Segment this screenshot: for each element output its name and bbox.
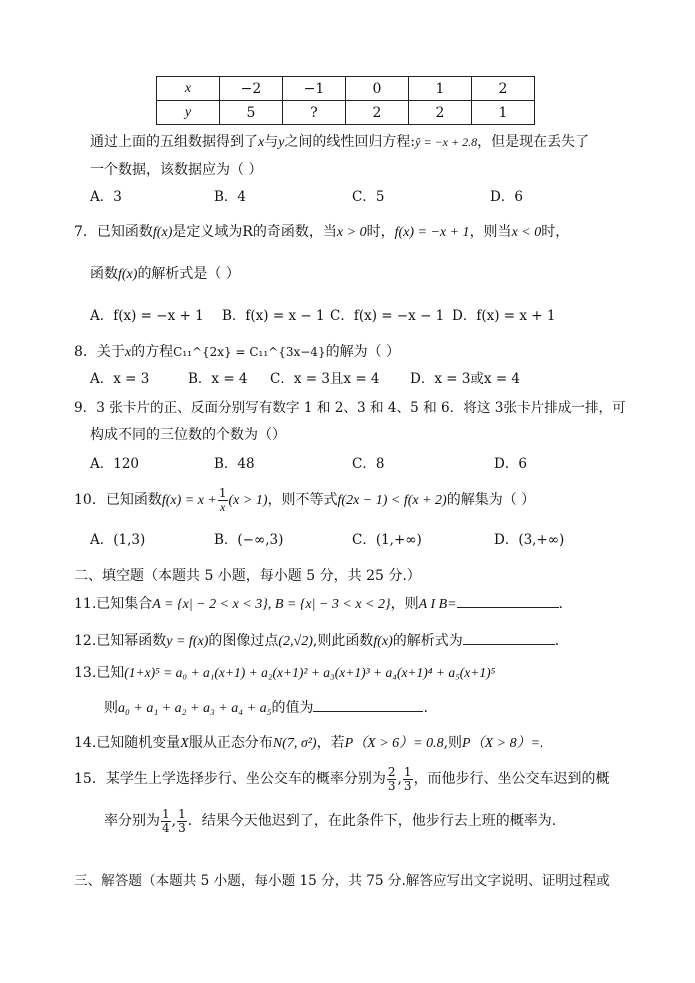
q15-text: 率分别为 <box>104 813 160 829</box>
q13-line1 <box>74 663 495 683</box>
q12-func: y = f(x) <box>166 634 209 649</box>
q10-choice-d: D．(3,+∞) <box>494 532 565 548</box>
q6-var-y: y <box>278 135 285 150</box>
q10-text: ，则不等式 <box>267 492 338 508</box>
q11-expr: A I B= <box>418 597 457 612</box>
q8-text: 的方程 <box>131 344 174 360</box>
q9-choice-c: C．8 <box>352 456 385 472</box>
q11-text: 11.已知集合 <box>74 596 153 612</box>
table-cell: −1 <box>283 77 346 101</box>
q8-equation: C₁₁^{2x} = C₁₁^{3x−4} <box>173 345 326 359</box>
q15-text: ，而他步行、坐公交车迟到的概 <box>413 771 610 787</box>
q7-text: 函数 <box>90 266 118 282</box>
section-3-heading: 三、解答题（本题共 5 小题，每小题 15 分，共 75 分.解答应写出文字说明、证明过程或 <box>74 873 610 889</box>
q7-cond2: x < 0 <box>511 225 542 240</box>
fraction-denominator: 3 <box>403 778 412 793</box>
data-table <box>156 76 535 125</box>
q7-choice-a: A．f(x) = −x + 1 <box>90 308 204 324</box>
q8-line1 <box>74 342 400 363</box>
q12-point: (2,√2) <box>278 634 313 649</box>
table-cell: ? <box>283 101 346 125</box>
q8-var: x <box>124 345 132 360</box>
q6-text: 通过上面的五组数据得到了 <box>90 134 258 150</box>
q7-line1 <box>74 222 569 243</box>
q8-choice-b: B．x = 4 <box>188 371 248 387</box>
q7-text: 的奇函数，当 <box>252 224 337 240</box>
q15-text: ．结果今天他迟到了，在此条件下，他步行去上班的概率为. <box>187 813 557 829</box>
q7-cond1: x > 0 <box>336 225 367 240</box>
q7-expr: f(x) = −x + 1 <box>394 225 470 240</box>
q6-equation: ŷ = −x + 2.8 <box>415 135 478 149</box>
q15-line1: 15．某学生上学选择步行、坐公交车的概率分别为 $\frac{2}{3}$ , $\frac{1}{3}$ ，而他步行、坐公交车迟到的概 <box>74 764 610 793</box>
q7-line2 <box>90 264 240 285</box>
fraction-numerator: 1 <box>403 764 412 779</box>
q13-sum: a₀ + a₁ + a₂ + a₃ + a₄ + a₅ <box>118 701 272 716</box>
q7-choice-b: B．f(x) = x − 1 <box>222 308 325 324</box>
q10-choice-a: A．(1,3) <box>90 532 146 548</box>
q6-choice-b: B．4 <box>214 189 247 205</box>
q7-text: 的解析式是（ ） <box>137 266 240 282</box>
table-cell: x <box>157 77 220 101</box>
fraction-numerator: 1 <box>162 806 170 821</box>
fraction-numerator: 1 <box>178 806 186 821</box>
q7-domain: R <box>242 224 253 240</box>
q15-fraction <box>161 808 171 835</box>
q6-line1 <box>90 132 589 153</box>
q10-choice-b: B．(−∞,3) <box>214 532 284 548</box>
q6-text: 之间的线性回归方程: <box>284 134 416 150</box>
q12-text: 的解析式为 <box>392 633 463 649</box>
q9-line2: 构成不同的三位数的个数为（） <box>90 427 286 443</box>
q9-choice-d: D．6 <box>494 456 527 472</box>
q12-end: . <box>554 633 560 649</box>
table-cell: 5 <box>220 101 283 125</box>
q12-text: ,则此函数 <box>312 633 374 649</box>
q10-fraction <box>218 487 228 514</box>
table-row-x <box>157 77 535 101</box>
q14-text: 14.已知随机变量 <box>74 735 181 751</box>
q12-text: 的图像过点 <box>208 633 279 649</box>
q7-text: ，则当 <box>469 224 512 240</box>
q6-var-x: x <box>258 135 265 150</box>
q14-distribution: N(7, σ²) <box>272 736 317 751</box>
fraction-denominator: 3 <box>387 778 396 793</box>
q11-text: ，则 <box>390 596 419 612</box>
answer-blank <box>313 697 423 712</box>
q7-choice-d: D．f(x) = x + 1 <box>452 308 556 324</box>
q15-line2: 率分别为 $\frac{1}{4}$ , $\frac{1}{3}$ ．结果今天他迟到了，在此条件下，他步行去上班的概率为. <box>104 806 557 835</box>
q12-text: 12.已知幂函数 <box>74 633 167 649</box>
table-cell: 0 <box>346 77 409 101</box>
q11-sets: A = {x| − 2 < x < 3}, B = {x| − 3 < x < 2} <box>152 597 391 612</box>
fraction-numerator: 1 <box>218 485 227 500</box>
fraction-denominator: x <box>220 499 226 514</box>
q10-line1 <box>74 485 535 516</box>
q8-choice-d: D．x = 3或x = 4 <box>410 371 521 387</box>
q10-inequality: f(2x − 1) < f(x + 2) <box>337 493 447 508</box>
table-cell: 2 <box>346 101 409 125</box>
q10-choice-c: C．(1,+∞) <box>352 532 422 548</box>
table-row-y <box>157 101 535 125</box>
q7-text: 是定义域为 <box>172 224 243 240</box>
q14-prob1: P（X > 6）= 0.8 <box>344 736 444 751</box>
q6-text: ，但是现在丢失了 <box>477 134 590 150</box>
table-cell: y <box>157 101 220 125</box>
q7-text: 时， <box>541 224 570 240</box>
q7-choice-c: C．f(x) = −x − 1 <box>330 308 445 324</box>
q11-line <box>74 593 563 615</box>
q6-choice-c: C．5 <box>352 189 385 205</box>
q11-end: . <box>558 596 564 612</box>
q13-end: . <box>423 700 428 716</box>
q10-text: 10．已知函数 <box>74 492 162 508</box>
q14-text: 服从正态分布 <box>188 735 273 751</box>
answer-blank <box>457 593 559 608</box>
table-cell: 1 <box>472 101 535 125</box>
q7-fx: f(x) <box>152 225 173 240</box>
fraction-denominator: 4 <box>162 820 170 835</box>
q6-text: 与 <box>264 134 279 150</box>
q13-text: 则 <box>104 700 118 716</box>
table-cell: 2 <box>472 77 535 101</box>
q14-var: X <box>180 736 189 751</box>
q13-text: 的值为 <box>271 700 314 716</box>
q6-choice-a: A．3 <box>90 189 122 205</box>
q13-text: 13.已知 <box>74 665 125 681</box>
q9-choice-b: B．48 <box>214 456 255 472</box>
q6-line2: 一个数据，该数据应为（ ） <box>90 162 263 178</box>
section-2-heading: 二、填空题（本题共 5 小题，每小题 5 分，共 25 分.） <box>74 568 421 584</box>
q14-prob2: P（X > 8）=. <box>462 736 544 751</box>
q14-text: ,则 <box>443 735 463 751</box>
q12-fx: f(x) <box>373 634 393 649</box>
q7-text: 7．已知函数 <box>74 224 153 240</box>
q15-text: 15．某学生上学选择步行、坐公交车的概率分别为 <box>74 771 386 787</box>
fraction-denominator: 3 <box>178 820 186 835</box>
q9-choice-a: A．120 <box>90 456 140 472</box>
q13-line2 <box>104 697 428 719</box>
q9-line1: 9．3 张卡片的正、反面分别写有数字 1 和 2、3 和 4、5 和 6．将这 3张卡片排成一排，可 <box>74 400 626 416</box>
table-cell: 1 <box>409 77 472 101</box>
fraction-numerator: 2 <box>387 764 396 779</box>
q10-text: 的解集为（ ） <box>446 492 536 508</box>
q8-choice-a: A．x = 3 <box>90 371 150 387</box>
q8-text: 8．关于 <box>74 344 125 360</box>
q14-text: ，若 <box>316 735 345 751</box>
q15-fraction <box>387 766 397 793</box>
q14-line <box>74 733 544 754</box>
answer-blank <box>463 630 555 645</box>
q10-func: f(x) = x + <box>161 493 217 508</box>
q10-cond: (x > 1) <box>228 493 268 508</box>
q15-fraction <box>177 808 187 835</box>
q13-equation: (1+x)⁵ = a₀ + a₁(x+1) + a₂(x+1)² + a₃(x+1)³ + a₄(x+1)⁴ + a₅(x+1)⁵ <box>124 665 496 680</box>
q7-fx: f(x) <box>118 267 138 282</box>
q12-line <box>74 630 559 652</box>
q8-text: 的解为（ ） <box>325 344 401 360</box>
q15-fraction <box>403 766 413 793</box>
q6-choice-d: D．6 <box>490 189 523 205</box>
table-cell: −2 <box>220 77 283 101</box>
q7-text: 时， <box>366 224 395 240</box>
q8-choice-c: C．x = 3且x = 4 <box>270 371 380 387</box>
table-cell: 2 <box>409 101 472 125</box>
